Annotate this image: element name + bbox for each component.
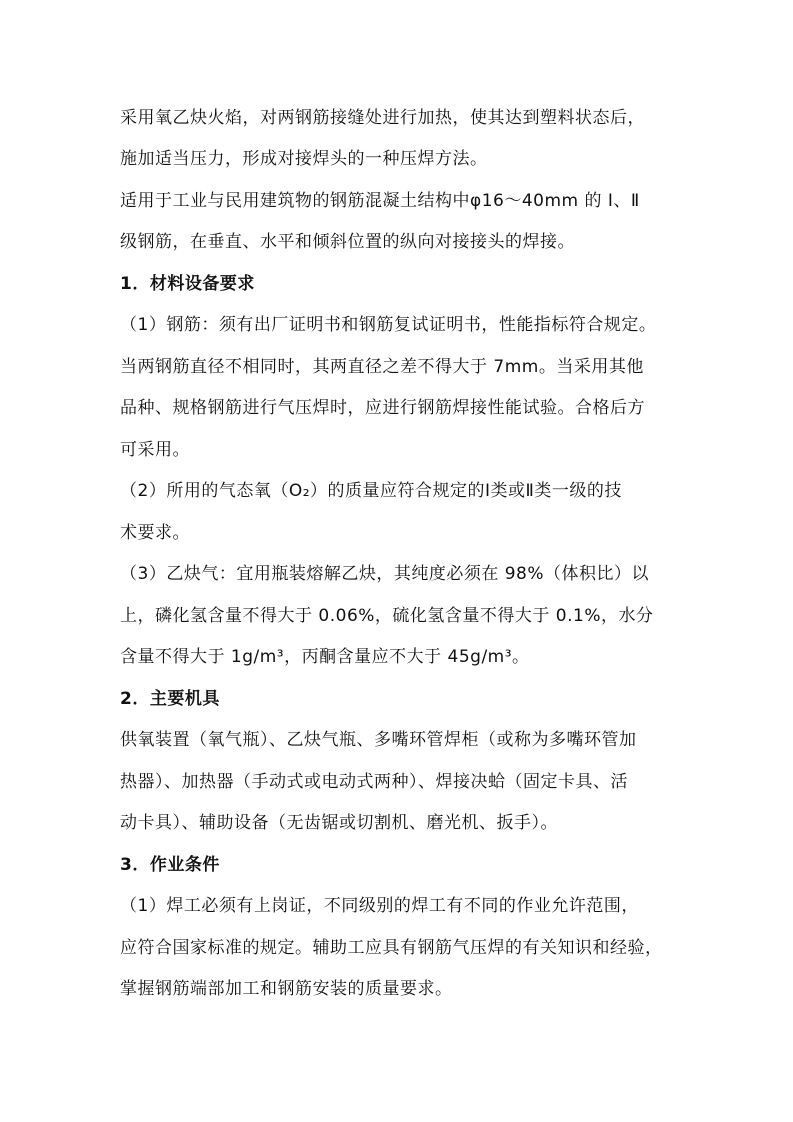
- paragraph-line: （1）焊工必须有上岗证，不同级别的焊工有不同的作业允许范围，: [120, 896, 639, 916]
- paragraph-line: 可采用。: [120, 440, 190, 460]
- paragraph-line: 供氧装置（氧气瓶）、乙炔气瓶、多嘴环管焊柜（或称为多嘴环管加: [120, 730, 637, 750]
- section-heading: 2．主要机具: [120, 689, 220, 709]
- paragraph-line: 含量不得大于 1g/m³，丙酮含量应不大于 45g/m³。: [120, 647, 530, 667]
- paragraph-line: 术要求。: [120, 523, 190, 543]
- paragraph-line: 施加适当压力，形成对接焊头的一种压焊方法。: [120, 149, 488, 169]
- paragraph-line: 热器）、加热器（手动式或电动式两种）、焊接决蛤（固定卡具、活: [120, 772, 628, 792]
- paragraph-line: （2）所用的气态氧（O₂）的质量应符合规定的Ⅰ类或Ⅱ类一级的技: [120, 481, 622, 501]
- section-heading: 3．作业条件: [120, 855, 220, 875]
- paragraph-line: 应符合国家标准的规定。辅助工应具有钢筋气压焊的有关知识和经验，: [120, 938, 663, 958]
- paragraph-line: 品种、规格钢筋进行气压焊时，应进行钢筋焊接性能试验。合格后方: [120, 398, 645, 418]
- section-heading: 1．材料设备要求: [120, 274, 255, 294]
- paragraph-line: （1）钢筋：须有出厂证明书和钢筋复试证明书，性能指标符合规定。: [120, 315, 657, 335]
- paragraph-line: 掌握钢筋端部加工和钢筋安装的质量要求。: [120, 979, 453, 999]
- paragraph-line: 采用氧乙炔火焰，对两钢筋接缝处进行加热，使其达到塑料状态后，: [120, 108, 645, 128]
- paragraph-line: 动卡具）、辅助设备（无齿锯或切割机、磨光机、扳手）。: [120, 813, 558, 833]
- paragraph-line: （3）乙炔气：宜用瓶装熔解乙炔，其纯度必须在 98%（体积比）以: [120, 564, 650, 584]
- paragraph-line: 适用于工业与民用建筑物的钢筋混凝土结构中φ16～40mm 的 I、Ⅱ: [120, 191, 640, 211]
- paragraph-line: 级钢筋，在垂直、水平和倾斜位置的纵向对接接头的焊接。: [120, 232, 575, 252]
- paragraph-line: 上，磷化氢含量不得大于 0.06%，硫化氢含量不得大于 0.1%，水分: [120, 606, 654, 626]
- paragraph-line: 当两钢筋直径不相同时，其两直径之差不得大于 7mm。当采用其他: [120, 357, 644, 377]
